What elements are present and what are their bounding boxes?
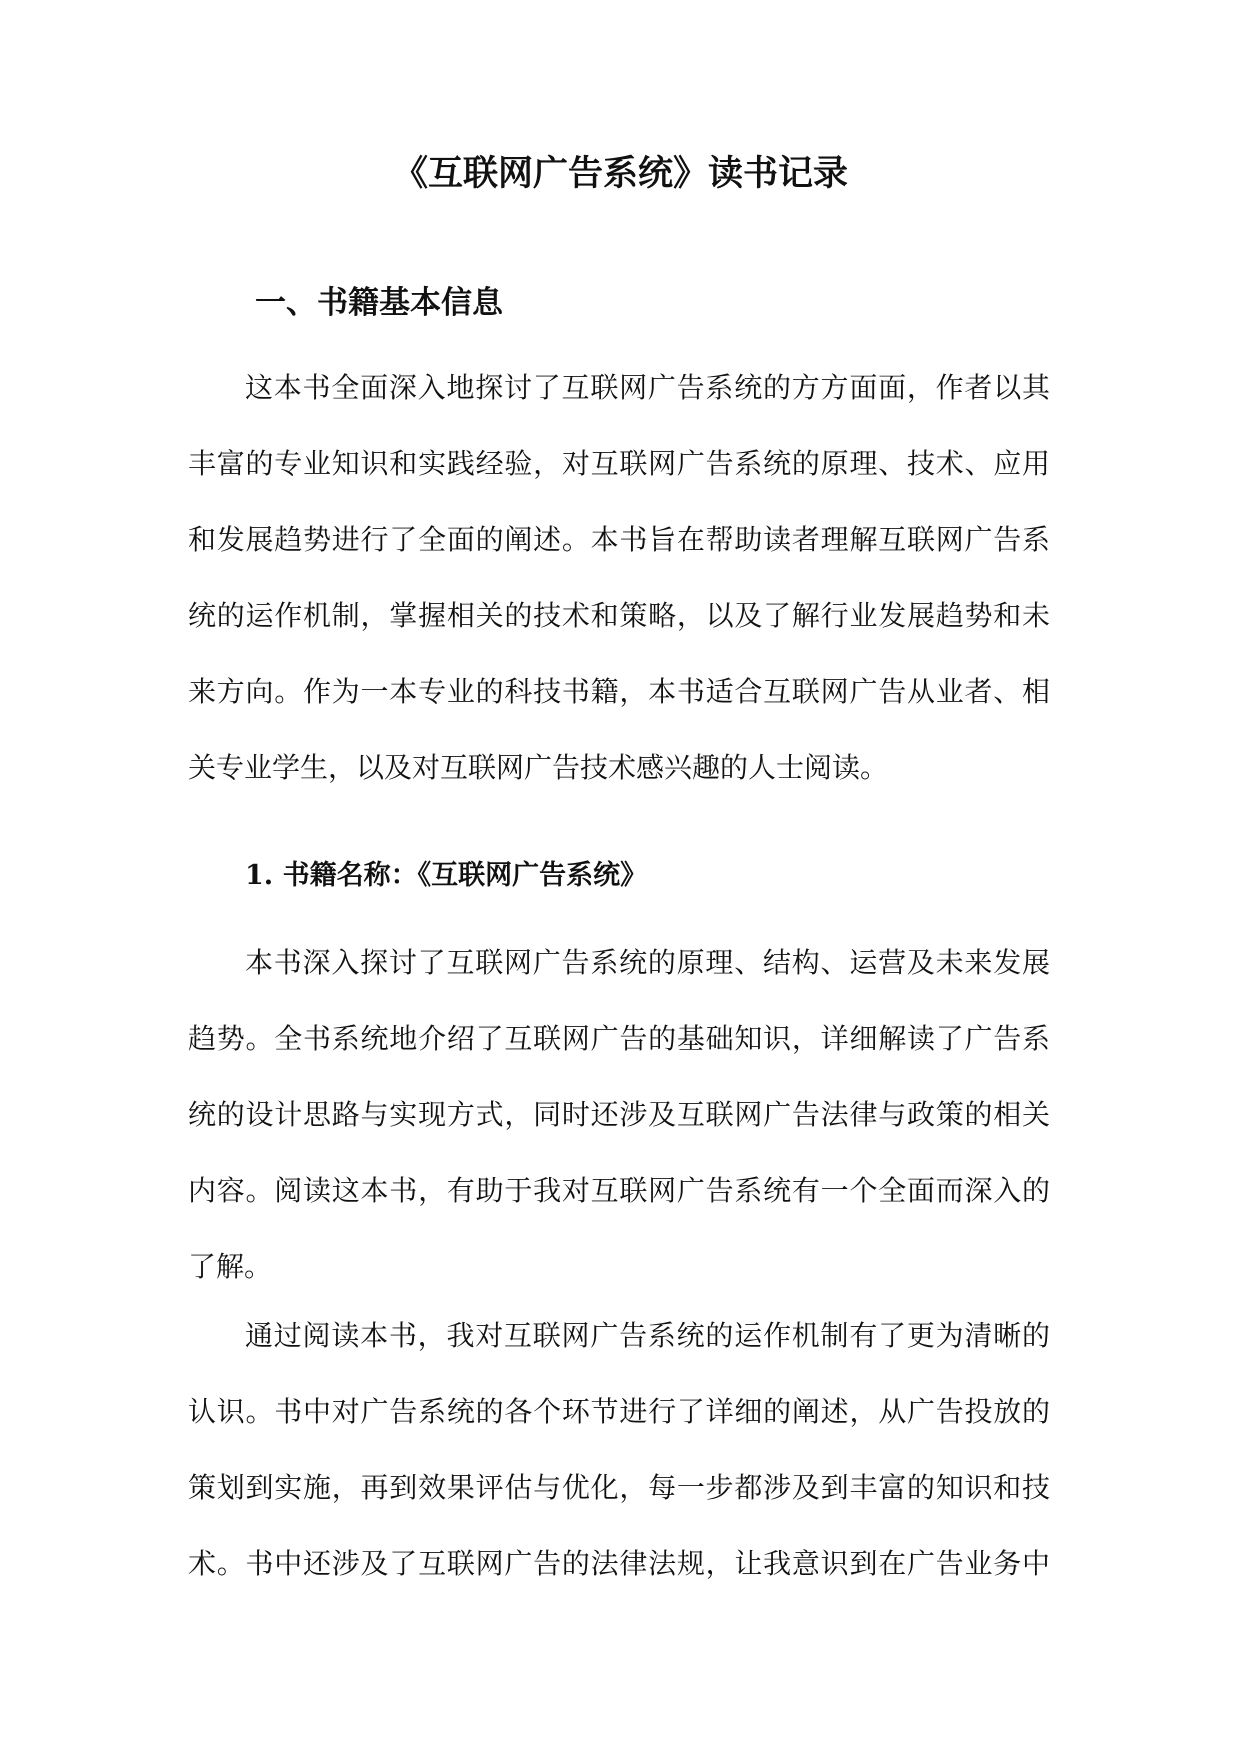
- paragraph-line: 本书深入探讨了互联网广告系统的原理、结构、运营及未来发展: [245, 946, 1050, 979]
- intro-paragraph: [188, 350, 1050, 806]
- paragraph-line: 认识。书中对广告系统的各个环节进行了详细的阐述，从广告投放的: [188, 1395, 1050, 1428]
- reading-reflection-paragraph: [188, 1298, 1050, 1602]
- paragraph-line: 来方向。作为一本专业的科技书籍，本书适合互联网广告从业者、相: [188, 675, 1050, 708]
- paragraph-line: 策划到实施，再到效果评估与优化，每一步都涉及到丰富的知识和技: [188, 1471, 1050, 1504]
- paragraph-line: 术。书中还涉及了互联网广告的法律法规，让我意识到在广告业务中: [188, 1547, 1050, 1580]
- paragraph-line: 趋势。全书系统地介绍了互联网广告的基础知识，详细解读了广告系: [188, 1022, 1050, 1055]
- paragraph-line: 通过阅读本书，我对互联网广告系统的运作机制有了更为清晰的: [245, 1319, 1050, 1352]
- paragraph-line: 统的运作机制，掌握相关的技术和策略，以及了解行业发展趋势和未: [188, 599, 1050, 632]
- paragraph-line: 关专业学生，以及对互联网广告技术感兴趣的人士阅读。: [188, 751, 889, 784]
- subsection-heading-book-name: 1. 书籍名称：《互联网广告系统》: [245, 860, 648, 891]
- section-heading-basic-info: 一、书籍基本信息: [255, 285, 503, 321]
- paragraph-line: 内容。阅读这本书，有助于我对互联网广告系统有一个全面而深入的: [188, 1174, 1050, 1207]
- paragraph-line: 丰富的专业知识和实践经验，对互联网广告系统的原理、技术、应用: [188, 447, 1050, 480]
- document-title: 《互联网广告系统》读书记录: [392, 153, 848, 194]
- paragraph-line: 和发展趋势进行了全面的阐述。本书旨在帮助读者理解互联网广告系: [188, 523, 1050, 556]
- paragraph-line: 统的设计思路与实现方式，同时还涉及互联网广告法律与政策的相关: [188, 1098, 1050, 1131]
- paragraph-line: 了解。: [188, 1250, 273, 1283]
- book-summary-paragraph: [188, 925, 1050, 1305]
- paragraph-line: 这本书全面深入地探讨了互联网广告系统的方方面面，作者以其: [245, 371, 1050, 404]
